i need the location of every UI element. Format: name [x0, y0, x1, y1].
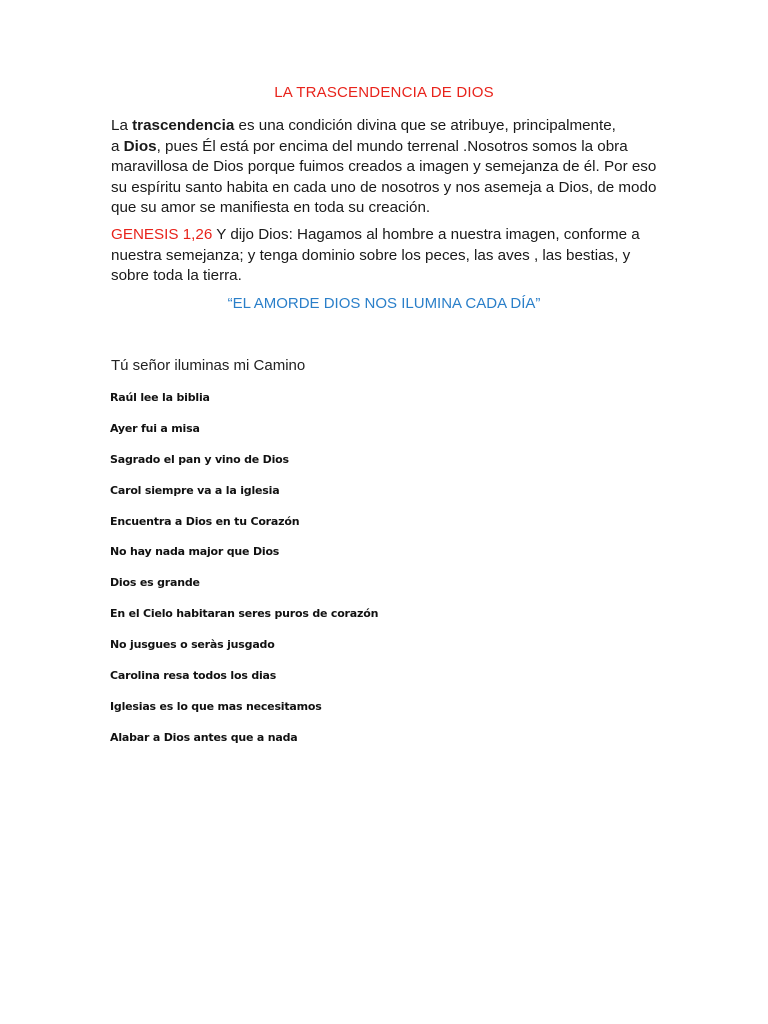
paragraph1-text2: a [111, 137, 124, 155]
list-item: Ayer fui a misa [110, 421, 200, 435]
list-item: No hay nada major que Dios [110, 545, 280, 559]
list-item: Carolina resa todos los dias [110, 669, 277, 683]
list-item: No jusgues o seràs jusgado [110, 638, 275, 652]
paragraph1-lead: La [111, 117, 133, 134]
list-item: Carol siempre va a la iglesia [110, 483, 280, 497]
document-title: LA TRASCENDENCIA DE DIOS [274, 84, 494, 101]
bold-trascendencia: trascendencia [132, 117, 235, 134]
list-item: Encuentra a Dios en tu Corazón [110, 514, 300, 528]
list-item: Iglesias es lo que mas necesitamos [110, 699, 322, 713]
paragraph1-text1: es una condición divina que se atribuye, principalmente, [234, 117, 616, 134]
paragraph-trascendencia [111, 116, 671, 219]
genesis-reference: GENESIS 1,26 [111, 226, 213, 243]
phrase-list [110, 388, 378, 759]
subtitle: Tú señor iluminas mi Camino [111, 357, 306, 374]
bold-dios: Dios [123, 137, 157, 155]
genesis-text: Y dijo Dios: Hagamos al hombre a nuestra imagen, conforme a nuestra semejanza; y tenga dominio sobre los peces, las aves , las bestias, y sobre toda la tierra. [111, 226, 640, 284]
list-item: Sagrado el pan y vino de Dios [110, 452, 289, 466]
list-item: Dios es grande [110, 576, 200, 590]
paragraph-genesis [111, 225, 671, 287]
quote-heading: “EL AMORDE DIOS NOS ILUMINA CADA DÍA” [227, 295, 541, 312]
list-item: En el Cielo habitaran seres puros de corazón [110, 607, 379, 621]
paragraph1-text3: , pues Él está por encima del mundo terrenal .Nosotros somos la obra maravillosa de Dios porque fuimos creados a imagen y semejanza de él. Por eso su espíritu santo habita en cada uno de nosotros y nos asemeja a Dios, de modo que su amor se manifiesta en toda su creación. [111, 137, 657, 216]
list-item: Raúl lee la biblia [110, 391, 210, 404]
list-item: Alabar a Dios antes que a nada [110, 730, 298, 744]
